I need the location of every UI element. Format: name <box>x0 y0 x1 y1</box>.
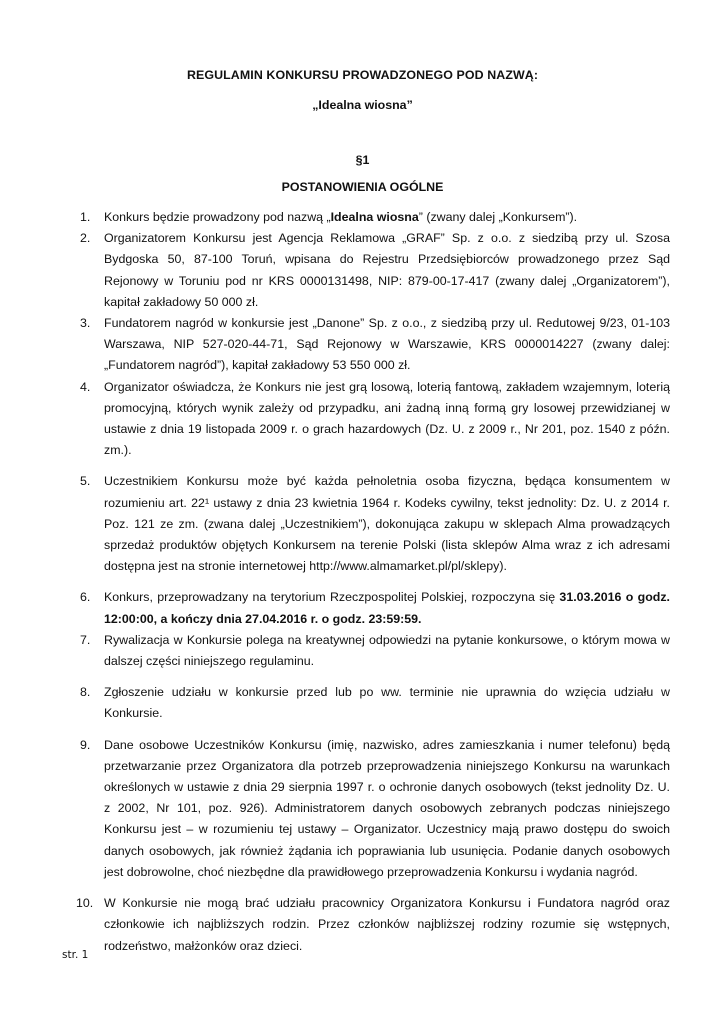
item-text: Rywalizacja w Konkursie polega na kreatywnej odpowiedzi na pytanie konkursowe, o którym mowa w dalszej części niniejszego regulaminu. <box>104 632 670 669</box>
item-text: Konkurs będzie prowadzony pod nazwą „ <box>104 210 331 224</box>
section-title: POSTANOWIENIA OGÓLNE <box>281 180 444 194</box>
contest-name: Idealna wiosna <box>330 210 419 224</box>
item-text: Fundatorem nagród w konkursie jest „Danone” Sp. z o.o., z siedzibą przy ul. Redutowej 9/23, 01-103 Warszawa, NIP 527-020-44-71, Sąd Rejonowy w Warszawie, KRS 0000014227 (zwany dalej: „Fundatorem nagród”), kapitał zakładowy 53 550 000 zł. <box>104 316 670 373</box>
list-item <box>76 682 670 724</box>
section-number: §1 <box>355 153 370 167</box>
item-number: 4. <box>80 379 91 394</box>
item-number: 5. <box>80 474 91 489</box>
list-item <box>76 893 670 957</box>
list-item <box>76 630 670 672</box>
item-text: W Konkursie nie mogą brać udziału pracownicy Organizatora Konkursu i Fundatora nagród oraz członkowie ich najbliższych rodzin. Przez członków najbliższej rodziny rozumie się wstępnych, rodzeństwo, małżonków oraz dzieci. <box>104 896 670 953</box>
list-item <box>76 471 670 577</box>
list-item <box>76 587 670 629</box>
list-item <box>76 228 670 313</box>
item-number: 9. <box>80 737 91 752</box>
document-subtitle: „Idealna wiosna” <box>312 98 413 112</box>
item-text: Konkurs, przeprowadzany na terytorium Rzeczpospolitej Polskiej, rozpoczyna się <box>104 590 560 605</box>
item-number: 10. <box>76 896 94 911</box>
item-number: 6. <box>80 590 91 605</box>
list-item <box>76 313 670 377</box>
item-number: 1. <box>80 210 91 224</box>
document-title: REGULAMIN KONKURSU PROWADZONEGO POD NAZWĄ: <box>186 68 539 82</box>
contest-dates: 31.03.2016 o godz. 12:00:00, a kończy dnia 27.04.2016 r. o godz. 23:59:59. <box>104 590 671 626</box>
list-item <box>76 377 670 462</box>
item-text: Organizator oświadcza, że Konkurs nie jest grą losową, loterią fantową, zakładem wzajemnym, loterią promocyjną, których wynik zależy od przypadku, ani żadną inną formą gry losowej przewidzianej w ustawie z dnia 19 listopada 2009 r. o grach hazardowych (Dz. U. z 2009 r., Nr 201, poz. 1540 z późn. zm.). <box>104 379 670 458</box>
page-number: str. 1 <box>62 949 89 961</box>
item-text: Dane osobowe Uczestników Konkursu (imię, nazwisko, adres zamieszkania i numer telefonu) będą przetwarzanie przez Organizatora dla potrzeb przeprowadzenia niniejszego Konkursu na warunkach określonych w ustawie z dnia 29 sierpnia 1997 r. o ochronie danych osobowych (tekst jednolity Dz. U. z 2002, Nr 101, poz. 926). Administratorem danych osobowych zebranych podczas niniejszego Konkursu jest – w rozumieniu tej ustawy – Organizator. Uczestnicy mają prawo dostępu do swoich danych osobowych, jak również żądania ich poprawiania lub usunięcia. Podanie danych osobowych jest dobrowolne, choć niezbędne dla prawidłowego przeprowadzenia Konkursu i wydania nagród. <box>104 737 670 879</box>
item-text: ” (zwany dalej „Konkursem”). <box>418 210 578 224</box>
regulations-list <box>76 207 670 957</box>
item-text: Zgłoszenie udziału w konkursie przed lub po ww. terminie nie uprawnia do wzięcia udziału w Konkursie. <box>104 685 670 721</box>
item-number: 2. <box>80 231 91 246</box>
item-number: 7. <box>80 632 91 647</box>
list-item <box>76 207 670 228</box>
list-item <box>76 735 670 883</box>
item-text: Organizatorem Konkursu jest Agencja Reklamowa „GRAF” Sp. z o.o. z siedzibą przy ul. Szosa Bydgoska 50, 87-100 Toruń, wpisana do Rejestru Przedsiębiorców prowadzonego przez Sąd Rejonowy w Toruniu pod nr KRS 0000131498, NIP: 879-00-17-417 (zwany dalej „Organizatorem”), kapitał zakładowy 50 000 zł. <box>104 231 670 309</box>
item-number: 3. <box>80 316 91 331</box>
item-text: Uczestnikiem Konkursu może być każda pełnoletnia osoba fizyczna, będąca konsumentem w rozumieniu art. 22¹ ustawy z dnia 23 kwietnia 1964 r. Kodeks cywilny, tekst jednolity: Dz. U. z 2014 r. Poz. 121 ze zm. (zwana dalej „Uczestnikiem”), dokonująca zakupu w sklepach Alma prowadzących sprzedaż produktów objętych Konkursem na terenie Polski (lista sklepów Alma wraz z ich adresami dostępna jest na stronie internetowej http://www.almamarket.pl/pl/sklepy). <box>104 474 670 574</box>
item-number: 8. <box>80 685 91 700</box>
